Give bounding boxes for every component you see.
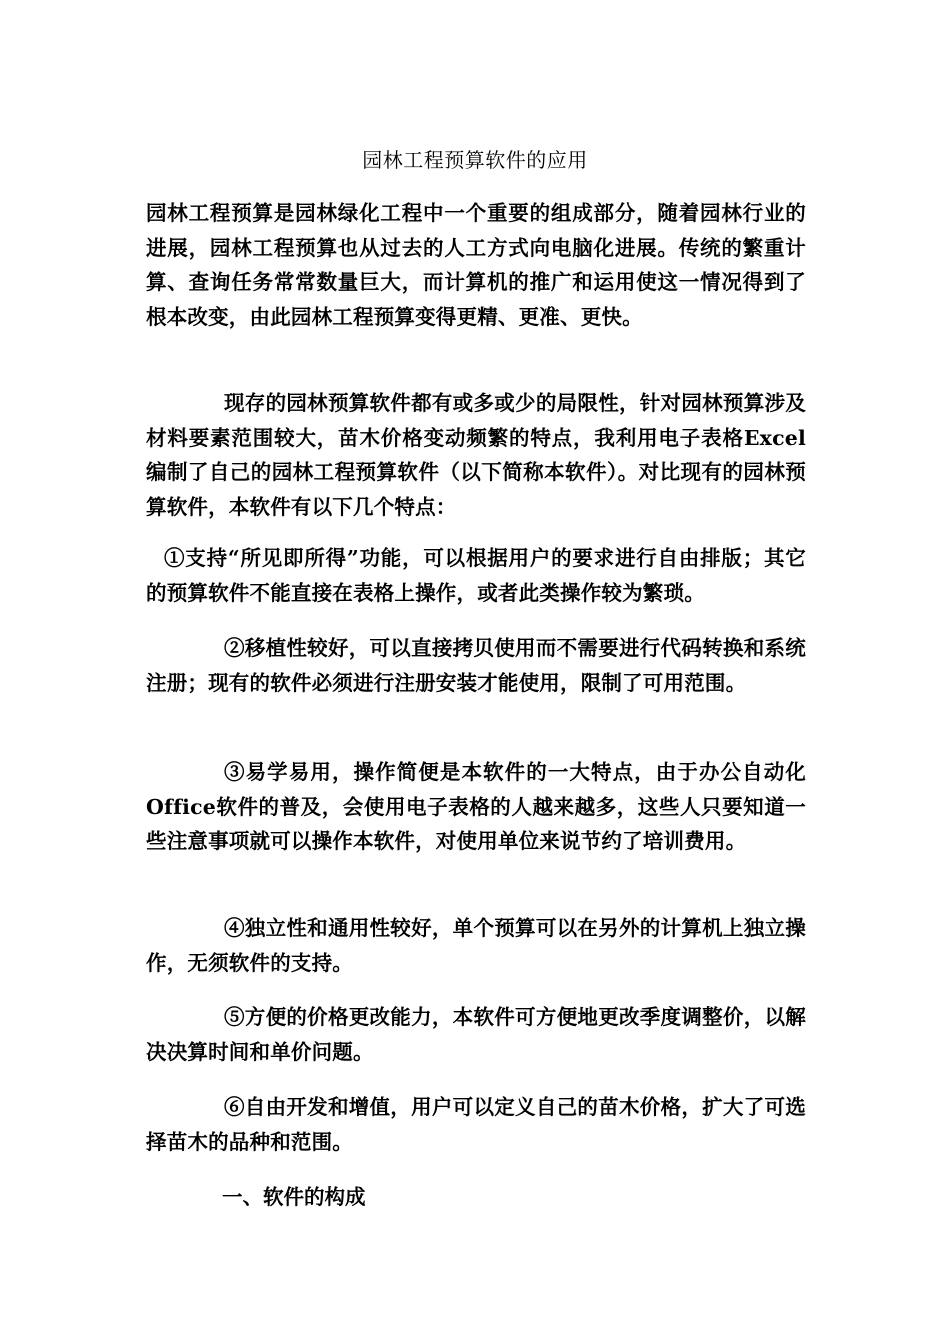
intro-paragraph: 园林工程预算是园林绿化工程中一个重要的组成部分，随着园林行业的进展，园林工程预算也从过去的人工方式向电脑化进展。传统的繁重计算、查询任务常常数量巨大，而计算机的推广和运用使这一情况得到了根本改变，由此园林工程预算变得更精、更准、更快。 bbox=[146, 201, 806, 329]
overview-paragraph: 现存的园林预算软件都有或多或少的局限性，针对园林预算涉及材料要素范围较大，苗木价格变动频繁的特点，我利用电子表格Excel编制了自己的园林工程预算软件（以下简称本软件）。对比现有的园林预算软件，本软件有以下几个特点： bbox=[146, 391, 806, 519]
feature-item-3: ③易学易用，操作简便是本软件的一大特点，由于办公自动化Office软件的普及，会使用电子表格的人越来越多，这些人只要知道一些注意事项就可以操作本软件，对使用单位来说节约了培训费用。 bbox=[146, 760, 806, 853]
feature-item-1: ①支持“所见即所得”功能，可以根据用户的要求进行自由排版；其它的预算软件不能直接在表格上操作，或者此类操作较为繁琐。 bbox=[146, 546, 806, 605]
feature-item-6: ⑥自由开发和增值，用户可以定义自己的苗木价格，扩大了可选择苗木的品种和范围。 bbox=[146, 1095, 806, 1154]
feature-item-5: ⑤方便的价格更改能力，本软件可方便地更改季度调整价，以解决决算时间和单价问题。 bbox=[146, 1005, 806, 1064]
feature-item-2: ②移植性较好，可以直接拷贝使用而不需要进行代码转换和系统注册；现有的软件必须进行注册安装才能使用，限制了可用范围。 bbox=[146, 636, 806, 695]
feature-item-4: ④独立性和通用性较好，单个预算可以在另外的计算机上独立操作，无须软件的支持。 bbox=[146, 916, 806, 975]
section-heading: 一、软件的构成 bbox=[222, 1185, 366, 1209]
document-title: 园林工程预算软件的应用 bbox=[362, 148, 588, 172]
